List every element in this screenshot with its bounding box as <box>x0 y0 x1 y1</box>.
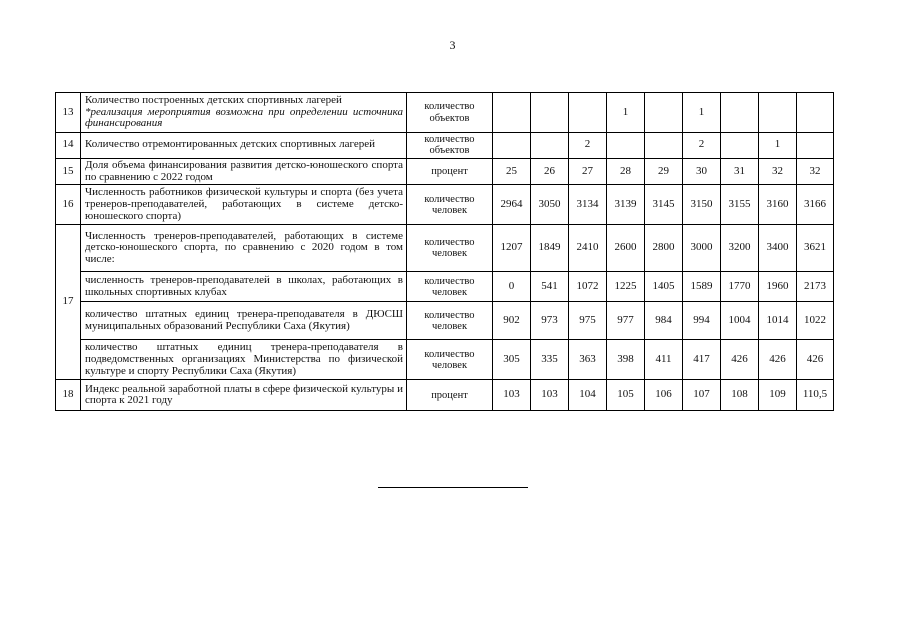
value-cell: 3139 <box>607 185 645 225</box>
value-cell: 984 <box>645 302 683 340</box>
indicator-description <box>81 158 407 185</box>
indicator-description <box>81 185 407 225</box>
indicator-text: Численность тренеров-преподавателей, работающих в системе детско-юношеского спорта, по сравнению с 2020 годом в том числе: <box>85 229 403 266</box>
value-cell: 1014 <box>759 302 797 340</box>
value-cell: 28 <box>607 158 645 185</box>
value-cell: 105 <box>607 380 645 411</box>
value-cell: 32 <box>797 158 834 185</box>
value-cell: 541 <box>531 272 569 302</box>
value-cell: 1225 <box>607 272 645 302</box>
value-cell <box>493 133 531 159</box>
value-cell <box>607 133 645 159</box>
value-cell: 1 <box>607 93 645 133</box>
value-cell: 3166 <box>797 185 834 225</box>
unit-of-measure: количество человек <box>407 340 493 380</box>
indicator-description <box>81 302 407 340</box>
indicators-table <box>55 92 834 411</box>
value-cell: 1849 <box>531 225 569 272</box>
row-number: 13 <box>56 93 81 133</box>
value-cell <box>797 133 834 159</box>
value-cell: 30 <box>683 158 721 185</box>
indicator-note: *реализация мероприятия возможна при определении источника финансирования <box>85 105 403 130</box>
value-cell: 2 <box>569 133 607 159</box>
value-cell: 1207 <box>493 225 531 272</box>
unit-of-measure: количество человек <box>407 185 493 225</box>
value-cell: 305 <box>493 340 531 380</box>
value-cell <box>645 133 683 159</box>
table-row <box>56 225 834 272</box>
value-cell <box>531 133 569 159</box>
value-cell <box>721 93 759 133</box>
value-cell: 107 <box>683 380 721 411</box>
value-cell: 104 <box>569 380 607 411</box>
value-cell: 3621 <box>797 225 834 272</box>
value-cell <box>645 93 683 133</box>
unit-of-measure: количество объектов <box>407 93 493 133</box>
value-cell: 2600 <box>607 225 645 272</box>
value-cell: 2173 <box>797 272 834 302</box>
table-row <box>56 272 834 302</box>
value-cell: 1770 <box>721 272 759 302</box>
value-cell: 1022 <box>797 302 834 340</box>
value-cell: 3050 <box>531 185 569 225</box>
unit-of-measure: количество человек <box>407 302 493 340</box>
value-cell: 977 <box>607 302 645 340</box>
value-cell: 3200 <box>721 225 759 272</box>
value-cell: 29 <box>645 158 683 185</box>
value-cell <box>531 93 569 133</box>
row-number: 14 <box>56 133 81 159</box>
value-cell: 25 <box>493 158 531 185</box>
value-cell: 398 <box>607 340 645 380</box>
value-cell: 0 <box>493 272 531 302</box>
indicator-description <box>81 133 407 159</box>
value-cell: 32 <box>759 158 797 185</box>
indicator-description <box>81 272 407 302</box>
value-cell: 1405 <box>645 272 683 302</box>
value-cell: 108 <box>721 380 759 411</box>
value-cell: 3134 <box>569 185 607 225</box>
unit-of-measure: процент <box>407 158 493 185</box>
value-cell: 417 <box>683 340 721 380</box>
value-cell: 2 <box>683 133 721 159</box>
value-cell: 994 <box>683 302 721 340</box>
table-row <box>56 302 834 340</box>
value-cell <box>493 93 531 133</box>
indicator-text: количество штатных единиц тренера-преподавателя в ДЮСШ муниципальных образований Республики Саха (Якутия) <box>85 308 403 332</box>
indicator-description <box>81 380 407 411</box>
value-cell: 1 <box>683 93 721 133</box>
value-cell: 3400 <box>759 225 797 272</box>
value-cell: 411 <box>645 340 683 380</box>
value-cell: 103 <box>493 380 531 411</box>
value-cell: 27 <box>569 158 607 185</box>
value-cell: 335 <box>531 340 569 380</box>
indicator-text: Количество отремонтированных детских спортивных лагерей <box>85 138 376 151</box>
value-cell <box>797 93 834 133</box>
value-cell: 106 <box>645 380 683 411</box>
value-cell: 31 <box>721 158 759 185</box>
value-cell: 975 <box>569 302 607 340</box>
table-row <box>56 380 834 411</box>
unit-of-measure: количество человек <box>407 225 493 272</box>
value-cell: 26 <box>531 158 569 185</box>
indicator-description <box>81 340 407 380</box>
value-cell: 3160 <box>759 185 797 225</box>
value-cell: 2964 <box>493 185 531 225</box>
page-number: 3 <box>449 38 456 52</box>
table-row <box>56 340 834 380</box>
value-cell: 3000 <box>683 225 721 272</box>
table-row <box>56 158 834 185</box>
table-row <box>56 133 834 159</box>
value-cell: 1 <box>759 133 797 159</box>
value-cell <box>759 93 797 133</box>
row-number: 17 <box>56 225 81 380</box>
value-cell: 1960 <box>759 272 797 302</box>
value-cell: 1589 <box>683 272 721 302</box>
indicator-description <box>81 225 407 272</box>
value-cell: 3155 <box>721 185 759 225</box>
value-cell: 110,5 <box>797 380 834 411</box>
value-cell: 103 <box>531 380 569 411</box>
value-cell: 3150 <box>683 185 721 225</box>
value-cell: 973 <box>531 302 569 340</box>
unit-of-measure: процент <box>407 380 493 411</box>
indicator-text: Численность работников физической культуры и спорта (без учета тренеров-преподавателей, работающих в системе детско-юношеского спорта) <box>85 186 403 222</box>
table-row <box>56 185 834 225</box>
value-cell: 1004 <box>721 302 759 340</box>
value-cell: 1072 <box>569 272 607 302</box>
row-number: 16 <box>56 185 81 225</box>
indicator-text: численность тренеров-преподавателей в школах, работающих в школьных спортивных клубах <box>85 274 403 298</box>
indicator-text: Доля объема финансирования развития детско-юношеского спорта по сравнению с 2022 годом <box>85 158 403 183</box>
footer-divider <box>378 487 528 488</box>
value-cell: 3145 <box>645 185 683 225</box>
indicator-text: Индекс реальной заработной платы в сфере физической культуры и спорта к 2021 году <box>85 382 403 407</box>
table-row <box>56 93 834 133</box>
value-cell: 902 <box>493 302 531 340</box>
value-cell: 426 <box>759 340 797 380</box>
value-cell: 426 <box>797 340 834 380</box>
value-cell: 2410 <box>569 225 607 272</box>
value-cell <box>721 133 759 159</box>
unit-of-measure: количество объектов <box>407 133 493 159</box>
value-cell <box>569 93 607 133</box>
row-number: 18 <box>56 380 81 411</box>
indicator-text: Количество построенных детских спортивных лагерей <box>85 93 342 106</box>
value-cell: 426 <box>721 340 759 380</box>
value-cell: 109 <box>759 380 797 411</box>
value-cell: 2800 <box>645 225 683 272</box>
row-number: 15 <box>56 158 81 185</box>
indicator-text: количество штатных единиц тренера-преподавателя в подведомственных организациях Министерства по физической культуре и спорту Республики Саха (Якутия) <box>85 341 403 377</box>
indicator-description <box>81 93 407 133</box>
unit-of-measure: количество человек <box>407 272 493 302</box>
value-cell: 363 <box>569 340 607 380</box>
